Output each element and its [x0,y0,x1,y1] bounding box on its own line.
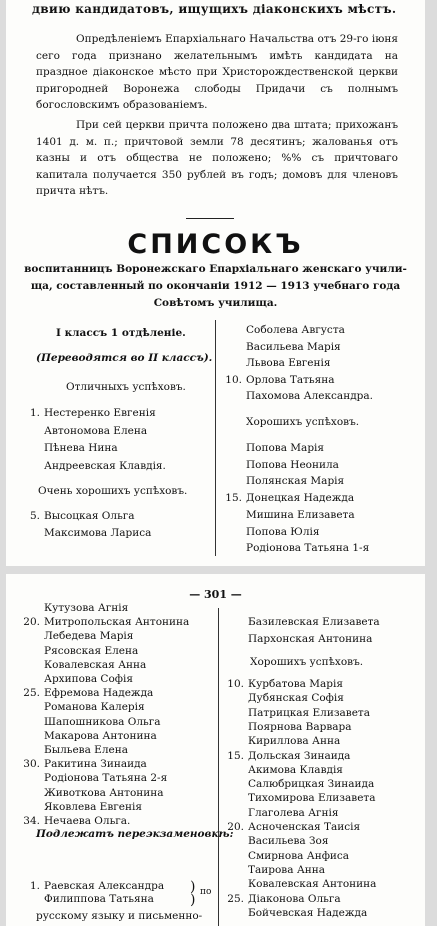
item-name: Лебедева Марія [44,630,134,643]
item-name: Шапошникова Ольга [44,715,161,728]
item-name: Ковалевская Анна [44,658,147,671]
item-name: Патрицкая Елизавета [248,706,370,719]
item-name: Попова Неонила [246,458,339,471]
reexam-tail: русскому языку и письменно- [36,910,203,922]
list-item [16,407,156,420]
column-divider [218,608,219,926]
item-name: Максимова Лариса [44,527,152,539]
brace: ) [190,879,196,895]
item-name: Діаконова Ольга [248,892,341,905]
list-item [220,864,325,877]
list-item [16,801,142,814]
list-item [16,630,133,643]
list-item [16,527,151,540]
page-sheet-2 [6,574,425,926]
item-number: 20. [227,821,244,833]
list-item [16,744,128,757]
transfer-note: (Переводятся во II классъ). [36,352,213,364]
item-name: Пѣнева Нина [44,442,118,454]
item-name: Родіонова Татьяна 2-я [44,772,168,785]
column-divider [215,320,216,556]
item-name: Таирова Анна [248,863,326,876]
item-name: Пархонская Антонина [248,633,373,645]
item-name: Кутузова Агнія [44,602,129,614]
list-item [220,692,344,705]
list-item [220,678,343,691]
item-number: 15. [225,492,242,505]
list-item [218,374,335,387]
brace: ) [190,892,196,908]
item-name: Васильева Зоя [248,835,329,848]
verygood-header: Очень хорошихъ успѣховъ. [38,485,188,497]
item-name: Нечаева Ольга. [44,815,131,827]
subtitle-line-1: воспитанницъ Воронежскаго Епархіальнаго женскаго учили- [24,263,407,275]
item-number: 25. [227,892,244,905]
item-name: Орлова Татьяна [246,373,335,386]
separator-rule [186,218,234,219]
list-item [220,792,375,805]
item-name: Асноченская Таисія [248,821,361,833]
item-name: Базилевская Елизавета [248,616,380,628]
list-item [16,659,146,672]
list-item [220,907,367,920]
list-item [16,772,167,785]
item-name: Раевская Александра [44,880,165,892]
list-item [16,616,189,629]
item-number: 10. [227,678,244,690]
item-number: 20. [23,616,40,629]
item-name: Ефремова Надежда [44,687,154,700]
list-item [16,880,164,893]
item-number: 1. [29,880,40,892]
item-name: Макарова Антонина [44,729,157,742]
list-item [16,442,118,455]
item-name: Тихомирова Елизавета [248,792,376,805]
page-sheet-1 [6,0,425,566]
list-item [16,602,128,615]
list-item [218,526,320,539]
list-item [220,850,349,863]
list-item [220,707,370,720]
item-name: Животкова Антонина [44,786,164,799]
list-item [220,633,372,646]
item-name: Кириллова Анна [248,735,341,748]
item-name: Филиппова Татьяна [44,893,154,905]
list-item [16,510,135,523]
subtitle-line-3: Совѣтомъ училища. [153,297,278,309]
list-item [16,425,147,438]
list-item [218,459,339,472]
list-item [220,735,340,748]
item-number: 34. [23,815,40,827]
item-number: 15. [227,749,244,762]
top-heading: двию кандидатовъ, ищущихъ діаконскихъ мѣстъ. [32,2,397,16]
list-item [218,475,344,488]
list-item [220,616,380,629]
item-name: Акимова Клавдія [248,763,343,776]
item-name: Дольская Зинаида [248,749,351,762]
item-name: Рясовская Елена [44,644,139,657]
item-name: Попова Юлія [246,525,320,538]
item-name: Салюбрицкая Зинаида [248,778,375,791]
list-item [16,787,164,800]
list-item [220,878,376,891]
list-item [16,460,166,473]
list-item [218,492,354,505]
item-name: Митропольская Антонина [44,616,190,629]
item-name: Смирнова Анфиса [248,849,350,862]
list-item [220,721,352,734]
list-item [16,716,160,729]
item-name: Глаголева Агнія [248,806,339,819]
item-name: Романова Калерія [44,701,145,714]
item-name: Автономова Елена [44,424,148,437]
page-number: — 301 — [189,588,242,601]
list-item [220,821,360,834]
item-name: Дубянская Софія [248,692,344,705]
list-item [218,509,355,522]
list-item [218,324,345,337]
list-item [16,673,133,686]
list-item [16,701,145,714]
item-name: Быльева Елена [44,744,128,756]
list-item [220,764,343,777]
item-name: Полянская Марія [246,475,345,488]
list-item [16,687,153,700]
list-item [218,542,369,555]
list-item [16,815,130,828]
list-item [220,750,350,763]
item-name: Бойчевская Надежда [248,906,368,919]
item-name: Родіонова Татьяна 1-я [246,542,370,555]
item-name: Львова Евгенія [246,357,331,369]
item-name: Попова Марія [246,442,325,454]
item-name: Донецкая Надежда [246,492,355,505]
good-header: Хорошихъ успѣховъ. [246,416,360,428]
item-name: Андреевская Клавдія. [44,459,166,472]
item-number: 5. [29,510,40,522]
item-name: Архипова Софія [44,673,133,685]
list-item [218,390,373,403]
item-number: 10. [225,373,242,386]
item-name: Ракитина Зинаида [44,758,147,771]
list-item [218,442,324,455]
list-item [16,730,157,743]
item-name: Поярнова Варвара [248,720,352,733]
item-name: Яковлева Евгенія [44,800,142,813]
good-header: Хорошихъ успѣховъ. [250,656,364,668]
item-name: Соболева Августа [246,324,345,336]
reexam-po: по [200,887,212,897]
paragraph-1: Опредѣленіемъ Епархіальнаго Начальства отъ 29-го іюня сего года признано желательнымъ имѣть кандидата на праздное діаконское мѣсто при Христорождественской церкви пригородней Воронежа слободы Придачи съ полнымъ богословскимъ образованіемъ. [36,33,398,111]
list-item [16,758,147,771]
list-title: СПИСОКЪ [127,229,304,260]
item-name: Васильева Марія [246,340,341,353]
paragraph-2: При сей церкви причта положено два штата; прихожанъ 1401 д. м. п.; причтовой земли 78 десятинъ; жалованья отъ казны и отъ общества не положено; %% съ причтоваго капитала получается 350 рублей въ годъ; домовъ для членовъ причта нѣтъ. [36,119,398,197]
list-item [220,893,341,906]
list-item [218,341,341,354]
item-name: Высоцкая Ольга [44,510,135,522]
item-name: Пахомова Александра. [246,390,373,402]
item-number: 1. [29,407,40,419]
item-name: Курбатова Марія [248,678,343,690]
class-label: I классъ 1 отдѣленіе. [56,327,186,339]
excellent-header: Отличныхъ успѣховъ. [66,381,186,393]
reexam-header: Подлежатъ переэкзаменовкѣ: [36,828,234,840]
item-number: 25. [23,687,40,700]
list-item [220,778,374,791]
list-item [220,835,328,848]
list-item [218,357,331,370]
item-name: Мишина Елизавета [246,508,355,521]
list-item [220,807,339,820]
subtitle-line-2: ща, составленный по окончаніи 1912 — 1913 учебнаго года [30,280,401,292]
list-item [16,893,154,906]
list-item [16,645,138,658]
item-name: Нестеренко Евгенія [44,407,156,419]
item-number: 30. [23,758,40,771]
item-name: Ковалевская Антонина [248,878,377,891]
